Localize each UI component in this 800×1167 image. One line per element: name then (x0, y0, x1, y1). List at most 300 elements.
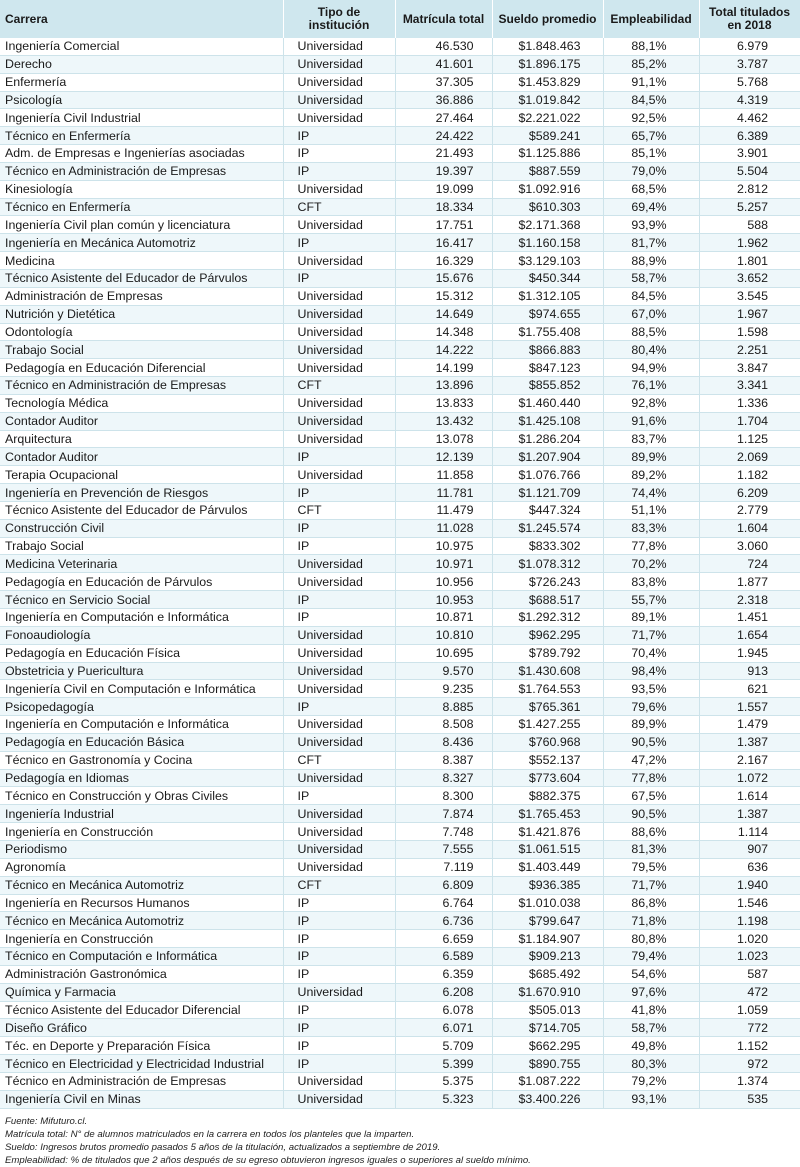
table-row (0, 716, 800, 734)
cell-total-titulados: 907 (699, 840, 800, 858)
cell-empleabilidad: 47,2% (603, 751, 699, 769)
cell-carrera: Técnico en Mecánica Automotriz (0, 876, 283, 894)
cell-tipo-institucion: IP (283, 448, 395, 466)
cell-sueldo: $847.123 (492, 359, 603, 377)
cell-matricula: 6.078 (395, 1001, 492, 1019)
cell-carrera: Ingeniería en Recursos Humanos (0, 894, 283, 912)
cell-total-titulados: 3.060 (699, 537, 800, 555)
table-row (0, 1037, 800, 1055)
cell-empleabilidad: 58,7% (603, 1019, 699, 1037)
cell-sueldo: $3.129.103 (492, 252, 603, 270)
cell-carrera: Técnico en Enfermería (0, 127, 283, 145)
cell-carrera: Diseño Gráfico (0, 1019, 283, 1037)
cell-tipo-institucion: Universidad (283, 341, 395, 359)
cell-empleabilidad: 65,7% (603, 127, 699, 145)
cell-empleabilidad: 79,4% (603, 948, 699, 966)
cell-matricula: 8.508 (395, 716, 492, 734)
cell-empleabilidad: 83,7% (603, 430, 699, 448)
cell-sueldo: $866.883 (492, 341, 603, 359)
table-row (0, 823, 800, 841)
cell-carrera: Nutrición y Dietética (0, 305, 283, 323)
cell-matricula: 10.971 (395, 555, 492, 573)
cell-matricula: 7.119 (395, 858, 492, 876)
cell-empleabilidad: 71,7% (603, 876, 699, 894)
table-row (0, 787, 800, 805)
cell-matricula: 15.312 (395, 287, 492, 305)
cell-tipo-institucion: CFT (283, 198, 395, 216)
cell-matricula: 6.809 (395, 876, 492, 894)
cell-tipo-institucion: IP (283, 519, 395, 537)
cell-total-titulados: 1.704 (699, 412, 800, 430)
cell-carrera: Técnico en Administración de Empresas (0, 162, 283, 180)
cell-empleabilidad: 88,5% (603, 323, 699, 341)
cell-tipo-institucion: Universidad (283, 733, 395, 751)
cell-sueldo: $1.121.709 (492, 484, 603, 502)
cell-tipo-institucion: Universidad (283, 840, 395, 858)
cell-empleabilidad: 93,5% (603, 680, 699, 698)
table-row (0, 894, 800, 912)
cell-empleabilidad: 55,7% (603, 591, 699, 609)
cell-sueldo: $1.292.312 (492, 609, 603, 627)
cell-sueldo: $909.213 (492, 948, 603, 966)
cell-tipo-institucion: CFT (283, 751, 395, 769)
cell-carrera: Tecnología Médica (0, 394, 283, 412)
cell-sueldo: $789.792 (492, 644, 603, 662)
cell-matricula: 13.896 (395, 377, 492, 395)
cell-sueldo: $714.705 (492, 1019, 603, 1037)
cell-matricula: 11.781 (395, 484, 492, 502)
cell-carrera: Ingeniería Comercial (0, 38, 283, 55)
cell-tipo-institucion: Universidad (283, 323, 395, 341)
cell-empleabilidad: 74,4% (603, 484, 699, 502)
cell-total-titulados: 1.940 (699, 876, 800, 894)
cell-sueldo: $1.764.553 (492, 680, 603, 698)
cell-carrera: Ingeniería Civil Industrial (0, 109, 283, 127)
cell-tipo-institucion: Universidad (283, 180, 395, 198)
table-row (0, 840, 800, 858)
table-row (0, 412, 800, 430)
cell-empleabilidad: 49,8% (603, 1037, 699, 1055)
cell-empleabilidad: 81,3% (603, 840, 699, 858)
cell-tipo-institucion: Universidad (283, 983, 395, 1001)
table-row (0, 1090, 800, 1108)
cell-carrera: Ingeniería Industrial (0, 805, 283, 823)
footnote-empleabilidad: Empleabilidad: % de titulados que 2 años después de su egreso obtuvieron ingresos iguales o superiores al sueldo mínimo. (5, 1154, 531, 1166)
cell-empleabilidad: 67,5% (603, 787, 699, 805)
cell-carrera: Pedagogía en Educación Física (0, 644, 283, 662)
table-row (0, 466, 800, 484)
cell-empleabilidad: 92,8% (603, 394, 699, 412)
cell-total-titulados: 1.198 (699, 912, 800, 930)
cell-empleabilidad: 77,8% (603, 537, 699, 555)
cell-sueldo: $833.302 (492, 537, 603, 555)
table-row (0, 644, 800, 662)
cell-carrera: Enfermería (0, 73, 283, 91)
cell-carrera: Pedagogía en Educación Diferencial (0, 359, 283, 377)
table-row (0, 1055, 800, 1073)
cell-sueldo: $1.245.574 (492, 519, 603, 537)
cell-carrera: Técnico Asistente del Educador de Párvulos (0, 501, 283, 519)
cell-sueldo: $1.092.916 (492, 180, 603, 198)
table-header (0, 0, 800, 38)
table-row (0, 448, 800, 466)
cell-empleabilidad: 90,5% (603, 805, 699, 823)
cell-matricula: 5.399 (395, 1055, 492, 1073)
cell-sueldo: $799.647 (492, 912, 603, 930)
cell-empleabilidad: 91,6% (603, 412, 699, 430)
cell-sueldo: $1.207.904 (492, 448, 603, 466)
cell-carrera: Técnico en Administración de Empresas (0, 1072, 283, 1090)
cell-carrera: Obstetricia y Puericultura (0, 662, 283, 680)
cell-carrera: Trabajo Social (0, 537, 283, 555)
cell-matricula: 37.305 (395, 73, 492, 91)
header-carrera: Carrera (0, 0, 283, 38)
cell-empleabilidad: 68,5% (603, 180, 699, 198)
cell-matricula: 6.359 (395, 965, 492, 983)
cell-matricula: 21.493 (395, 145, 492, 163)
cell-total-titulados: 1.801 (699, 252, 800, 270)
cell-tipo-institucion: IP (283, 609, 395, 627)
cell-total-titulados: 2.251 (699, 341, 800, 359)
cell-total-titulados: 724 (699, 555, 800, 573)
cell-sueldo: $962.295 (492, 626, 603, 644)
table-row (0, 1019, 800, 1037)
cell-tipo-institucion: IP (283, 948, 395, 966)
cell-empleabilidad: 83,8% (603, 573, 699, 591)
cell-matricula: 14.348 (395, 323, 492, 341)
cell-total-titulados: 1.374 (699, 1072, 800, 1090)
cell-matricula: 13.833 (395, 394, 492, 412)
footnote-source: Fuente: Mifuturo.cl. (5, 1115, 88, 1127)
cell-total-titulados: 1.877 (699, 573, 800, 591)
table-row (0, 198, 800, 216)
cell-empleabilidad: 84,5% (603, 91, 699, 109)
table-row (0, 805, 800, 823)
table-row (0, 377, 800, 395)
cell-sueldo: $1.427.255 (492, 716, 603, 734)
cell-sueldo: $505.013 (492, 1001, 603, 1019)
cell-sueldo: $450.344 (492, 269, 603, 287)
cell-carrera: Técnico Asistente del Educador Diferencial (0, 1001, 283, 1019)
cell-tipo-institucion: CFT (283, 876, 395, 894)
cell-tipo-institucion: Universidad (283, 359, 395, 377)
cell-total-titulados: 3.901 (699, 145, 800, 163)
cell-carrera: Ingeniería en Construcción (0, 930, 283, 948)
table-row (0, 876, 800, 894)
cell-sueldo: $882.375 (492, 787, 603, 805)
cell-empleabilidad: 88,1% (603, 38, 699, 55)
footnote-matricula: Matrícula total: N° de alumnos matriculados en la carrera en todos los planteles que la imparten. (5, 1128, 415, 1140)
cell-carrera: Ingeniería en Computación e Informática (0, 609, 283, 627)
cell-tipo-institucion: Universidad (283, 573, 395, 591)
cell-total-titulados: 1.654 (699, 626, 800, 644)
table-row (0, 216, 800, 234)
cell-total-titulados: 472 (699, 983, 800, 1001)
table-row (0, 501, 800, 519)
cell-sueldo: $1.453.829 (492, 73, 603, 91)
cell-empleabilidad: 79,0% (603, 162, 699, 180)
cell-total-titulados: 621 (699, 680, 800, 698)
cell-tipo-institucion: Universidad (283, 1072, 395, 1090)
cell-empleabilidad: 89,9% (603, 448, 699, 466)
cell-tipo-institucion: IP (283, 145, 395, 163)
cell-carrera: Ingeniería en Mecánica Automotriz (0, 234, 283, 252)
table-row (0, 965, 800, 983)
cell-carrera: Pedagogía en Educación de Párvulos (0, 573, 283, 591)
cell-total-titulados: 587 (699, 965, 800, 983)
cell-empleabilidad: 88,6% (603, 823, 699, 841)
cell-tipo-institucion: IP (283, 484, 395, 502)
cell-tipo-institucion: IP (283, 591, 395, 609)
table-row (0, 109, 800, 127)
cell-sueldo: $1.765.453 (492, 805, 603, 823)
cell-total-titulados: 1.451 (699, 609, 800, 627)
cell-total-titulados: 772 (699, 1019, 800, 1037)
cell-matricula: 11.028 (395, 519, 492, 537)
cell-tipo-institucion: IP (283, 537, 395, 555)
cell-tipo-institucion: IP (283, 162, 395, 180)
cell-carrera: Ingeniería en Construcción (0, 823, 283, 841)
cell-tipo-institucion: Universidad (283, 466, 395, 484)
cell-total-titulados: 1.557 (699, 698, 800, 716)
cell-sueldo: $688.517 (492, 591, 603, 609)
table-row (0, 698, 800, 716)
cell-total-titulados: 2.069 (699, 448, 800, 466)
cell-total-titulados: 2.812 (699, 180, 800, 198)
cell-matricula: 6.071 (395, 1019, 492, 1037)
cell-sueldo: $610.303 (492, 198, 603, 216)
header-empleabilidad: Empleabilidad (603, 0, 699, 38)
cell-matricula: 11.858 (395, 466, 492, 484)
table-row (0, 858, 800, 876)
cell-carrera: Pedagogía en Educación Básica (0, 733, 283, 751)
cell-empleabilidad: 94,9% (603, 359, 699, 377)
cell-matricula: 16.329 (395, 252, 492, 270)
cell-sueldo: $589.241 (492, 127, 603, 145)
table-row (0, 269, 800, 287)
cell-empleabilidad: 83,3% (603, 519, 699, 537)
cell-total-titulados: 3.847 (699, 359, 800, 377)
cell-matricula: 5.323 (395, 1090, 492, 1108)
cell-total-titulados: 2.167 (699, 751, 800, 769)
cell-tipo-institucion: Universidad (283, 805, 395, 823)
table-row (0, 359, 800, 377)
cell-tipo-institucion: Universidad (283, 394, 395, 412)
cell-total-titulados: 535 (699, 1090, 800, 1108)
cell-total-titulados: 1.387 (699, 805, 800, 823)
header-total-titulados (699, 0, 800, 38)
cell-sueldo: $1.430.608 (492, 662, 603, 680)
cell-tipo-institucion: Universidad (283, 252, 395, 270)
table-row (0, 252, 800, 270)
cell-tipo-institucion: IP (283, 1037, 395, 1055)
cell-matricula: 8.327 (395, 769, 492, 787)
cell-tipo-institucion: IP (283, 698, 395, 716)
cell-empleabilidad: 79,5% (603, 858, 699, 876)
cell-total-titulados: 4.462 (699, 109, 800, 127)
cell-carrera: Periodismo (0, 840, 283, 858)
table-row (0, 394, 800, 412)
cell-tipo-institucion: IP (283, 965, 395, 983)
cell-matricula: 27.464 (395, 109, 492, 127)
header-matricula-total: Matrícula total (395, 0, 492, 38)
cell-sueldo: $1.076.766 (492, 466, 603, 484)
cell-sueldo: $760.968 (492, 733, 603, 751)
cell-tipo-institucion: Universidad (283, 412, 395, 430)
cell-empleabilidad: 84,5% (603, 287, 699, 305)
cell-sueldo: $887.559 (492, 162, 603, 180)
cell-matricula: 41.601 (395, 55, 492, 73)
cell-total-titulados: 1.962 (699, 234, 800, 252)
cell-tipo-institucion: Universidad (283, 680, 395, 698)
cell-empleabilidad: 69,4% (603, 198, 699, 216)
cell-matricula: 5.375 (395, 1072, 492, 1090)
cell-matricula: 10.956 (395, 573, 492, 591)
cell-carrera: Química y Farmacia (0, 983, 283, 1001)
cell-carrera: Trabajo Social (0, 341, 283, 359)
cell-empleabilidad: 80,4% (603, 341, 699, 359)
cell-empleabilidad: 77,8% (603, 769, 699, 787)
table-row (0, 680, 800, 698)
cell-empleabilidad: 86,8% (603, 894, 699, 912)
cell-empleabilidad: 89,1% (603, 609, 699, 627)
cell-tipo-institucion: Universidad (283, 287, 395, 305)
cell-empleabilidad: 80,3% (603, 1055, 699, 1073)
cell-total-titulados: 1.023 (699, 948, 800, 966)
cell-carrera: Técnico en Electricidad y Electricidad Industrial (0, 1055, 283, 1073)
cell-carrera: Técnico en Enfermería (0, 198, 283, 216)
cell-empleabilidad: 98,4% (603, 662, 699, 680)
table-row (0, 626, 800, 644)
cell-matricula: 6.208 (395, 983, 492, 1001)
cell-sueldo: $1.670.910 (492, 983, 603, 1001)
footnote-sueldo: Sueldo: Ingresos brutos promedio pasados 5 años de la titulación, actualizados a septiembre de 2019. (5, 1141, 441, 1153)
cell-matricula: 14.199 (395, 359, 492, 377)
table-row (0, 948, 800, 966)
cell-matricula: 7.874 (395, 805, 492, 823)
cell-carrera: Contador Auditor (0, 412, 283, 430)
cell-sueldo: $773.604 (492, 769, 603, 787)
cell-sueldo: $2.171.368 (492, 216, 603, 234)
cell-empleabilidad: 89,2% (603, 466, 699, 484)
cell-carrera: Administración de Empresas (0, 287, 283, 305)
cell-empleabilidad: 93,1% (603, 1090, 699, 1108)
cell-sueldo: $1.125.886 (492, 145, 603, 163)
cell-carrera: Pedagogía en Idiomas (0, 769, 283, 787)
table-body (0, 38, 800, 1108)
cell-carrera: Administración Gastronómica (0, 965, 283, 983)
cell-tipo-institucion: Universidad (283, 626, 395, 644)
cell-carrera: Medicina Veterinaria (0, 555, 283, 573)
cell-carrera: Técnico Asistente del Educador de Párvulos (0, 269, 283, 287)
table-row (0, 287, 800, 305)
cell-tipo-institucion: Universidad (283, 216, 395, 234)
table-row (0, 983, 800, 1001)
cell-sueldo: $1.425.108 (492, 412, 603, 430)
cell-tipo-institucion: IP (283, 894, 395, 912)
cell-sueldo: $685.492 (492, 965, 603, 983)
cell-total-titulados: 1.967 (699, 305, 800, 323)
cell-total-titulados: 1.598 (699, 323, 800, 341)
cell-sueldo: $855.852 (492, 377, 603, 395)
cell-total-titulados: 1.546 (699, 894, 800, 912)
cell-carrera: Terapia Ocupacional (0, 466, 283, 484)
cell-sueldo: $1.019.842 (492, 91, 603, 109)
cell-sueldo: $2.221.022 (492, 109, 603, 127)
cell-total-titulados: 5.504 (699, 162, 800, 180)
cell-matricula: 13.432 (395, 412, 492, 430)
cell-matricula: 19.099 (395, 180, 492, 198)
cell-tipo-institucion: Universidad (283, 38, 395, 55)
cell-total-titulados: 1.182 (699, 466, 800, 484)
cell-total-titulados: 913 (699, 662, 800, 680)
cell-carrera: Ingeniería en Prevención de Riesgos (0, 484, 283, 502)
cell-sueldo: $890.755 (492, 1055, 603, 1073)
cell-matricula: 8.436 (395, 733, 492, 751)
table-row (0, 484, 800, 502)
cell-matricula: 7.748 (395, 823, 492, 841)
cell-matricula: 13.078 (395, 430, 492, 448)
cell-carrera: Ingeniería Civil en Computación e Informática (0, 680, 283, 698)
cell-empleabilidad: 80,8% (603, 930, 699, 948)
cell-empleabilidad: 71,8% (603, 912, 699, 930)
cell-sueldo: $662.295 (492, 1037, 603, 1055)
cell-empleabilidad: 54,6% (603, 965, 699, 983)
cell-carrera: Fonoaudiología (0, 626, 283, 644)
cell-matricula: 46.530 (395, 38, 492, 55)
cell-matricula: 9.235 (395, 680, 492, 698)
cell-tipo-institucion: Universidad (283, 91, 395, 109)
table-row (0, 323, 800, 341)
cell-sueldo: $1.312.105 (492, 287, 603, 305)
cell-matricula: 15.676 (395, 269, 492, 287)
table-row (0, 162, 800, 180)
cell-total-titulados: 3.341 (699, 377, 800, 395)
cell-total-titulados: 2.779 (699, 501, 800, 519)
cell-tipo-institucion: Universidad (283, 716, 395, 734)
cell-tipo-institucion: IP (283, 930, 395, 948)
footnotes (0, 1109, 800, 1167)
cell-sueldo: $1.460.440 (492, 394, 603, 412)
cell-empleabilidad: 70,2% (603, 555, 699, 573)
cell-total-titulados: 1.479 (699, 716, 800, 734)
cell-total-titulados: 972 (699, 1055, 800, 1073)
cell-sueldo: $1.184.907 (492, 930, 603, 948)
cell-total-titulados: 6.979 (699, 38, 800, 55)
cell-total-titulados: 4.319 (699, 91, 800, 109)
cell-carrera: Técnico en Servicio Social (0, 591, 283, 609)
table-row (0, 912, 800, 930)
cell-sueldo: $447.324 (492, 501, 603, 519)
cell-total-titulados: 5.257 (699, 198, 800, 216)
cell-empleabilidad: 41,8% (603, 1001, 699, 1019)
cell-empleabilidad: 93,9% (603, 216, 699, 234)
cell-matricula: 6.659 (395, 930, 492, 948)
cell-sueldo: $765.361 (492, 698, 603, 716)
cell-total-titulados: 5.768 (699, 73, 800, 91)
table-row (0, 38, 800, 55)
cell-tipo-institucion: IP (283, 1019, 395, 1037)
cell-tipo-institucion: Universidad (283, 858, 395, 876)
cell-matricula: 8.387 (395, 751, 492, 769)
cell-total-titulados: 3.545 (699, 287, 800, 305)
cell-carrera: Técnico en Computación e Informática (0, 948, 283, 966)
cell-tipo-institucion: Universidad (283, 823, 395, 841)
cell-tipo-institucion: Universidad (283, 55, 395, 73)
cell-total-titulados: 588 (699, 216, 800, 234)
cell-total-titulados: 1.336 (699, 394, 800, 412)
table-row (0, 930, 800, 948)
